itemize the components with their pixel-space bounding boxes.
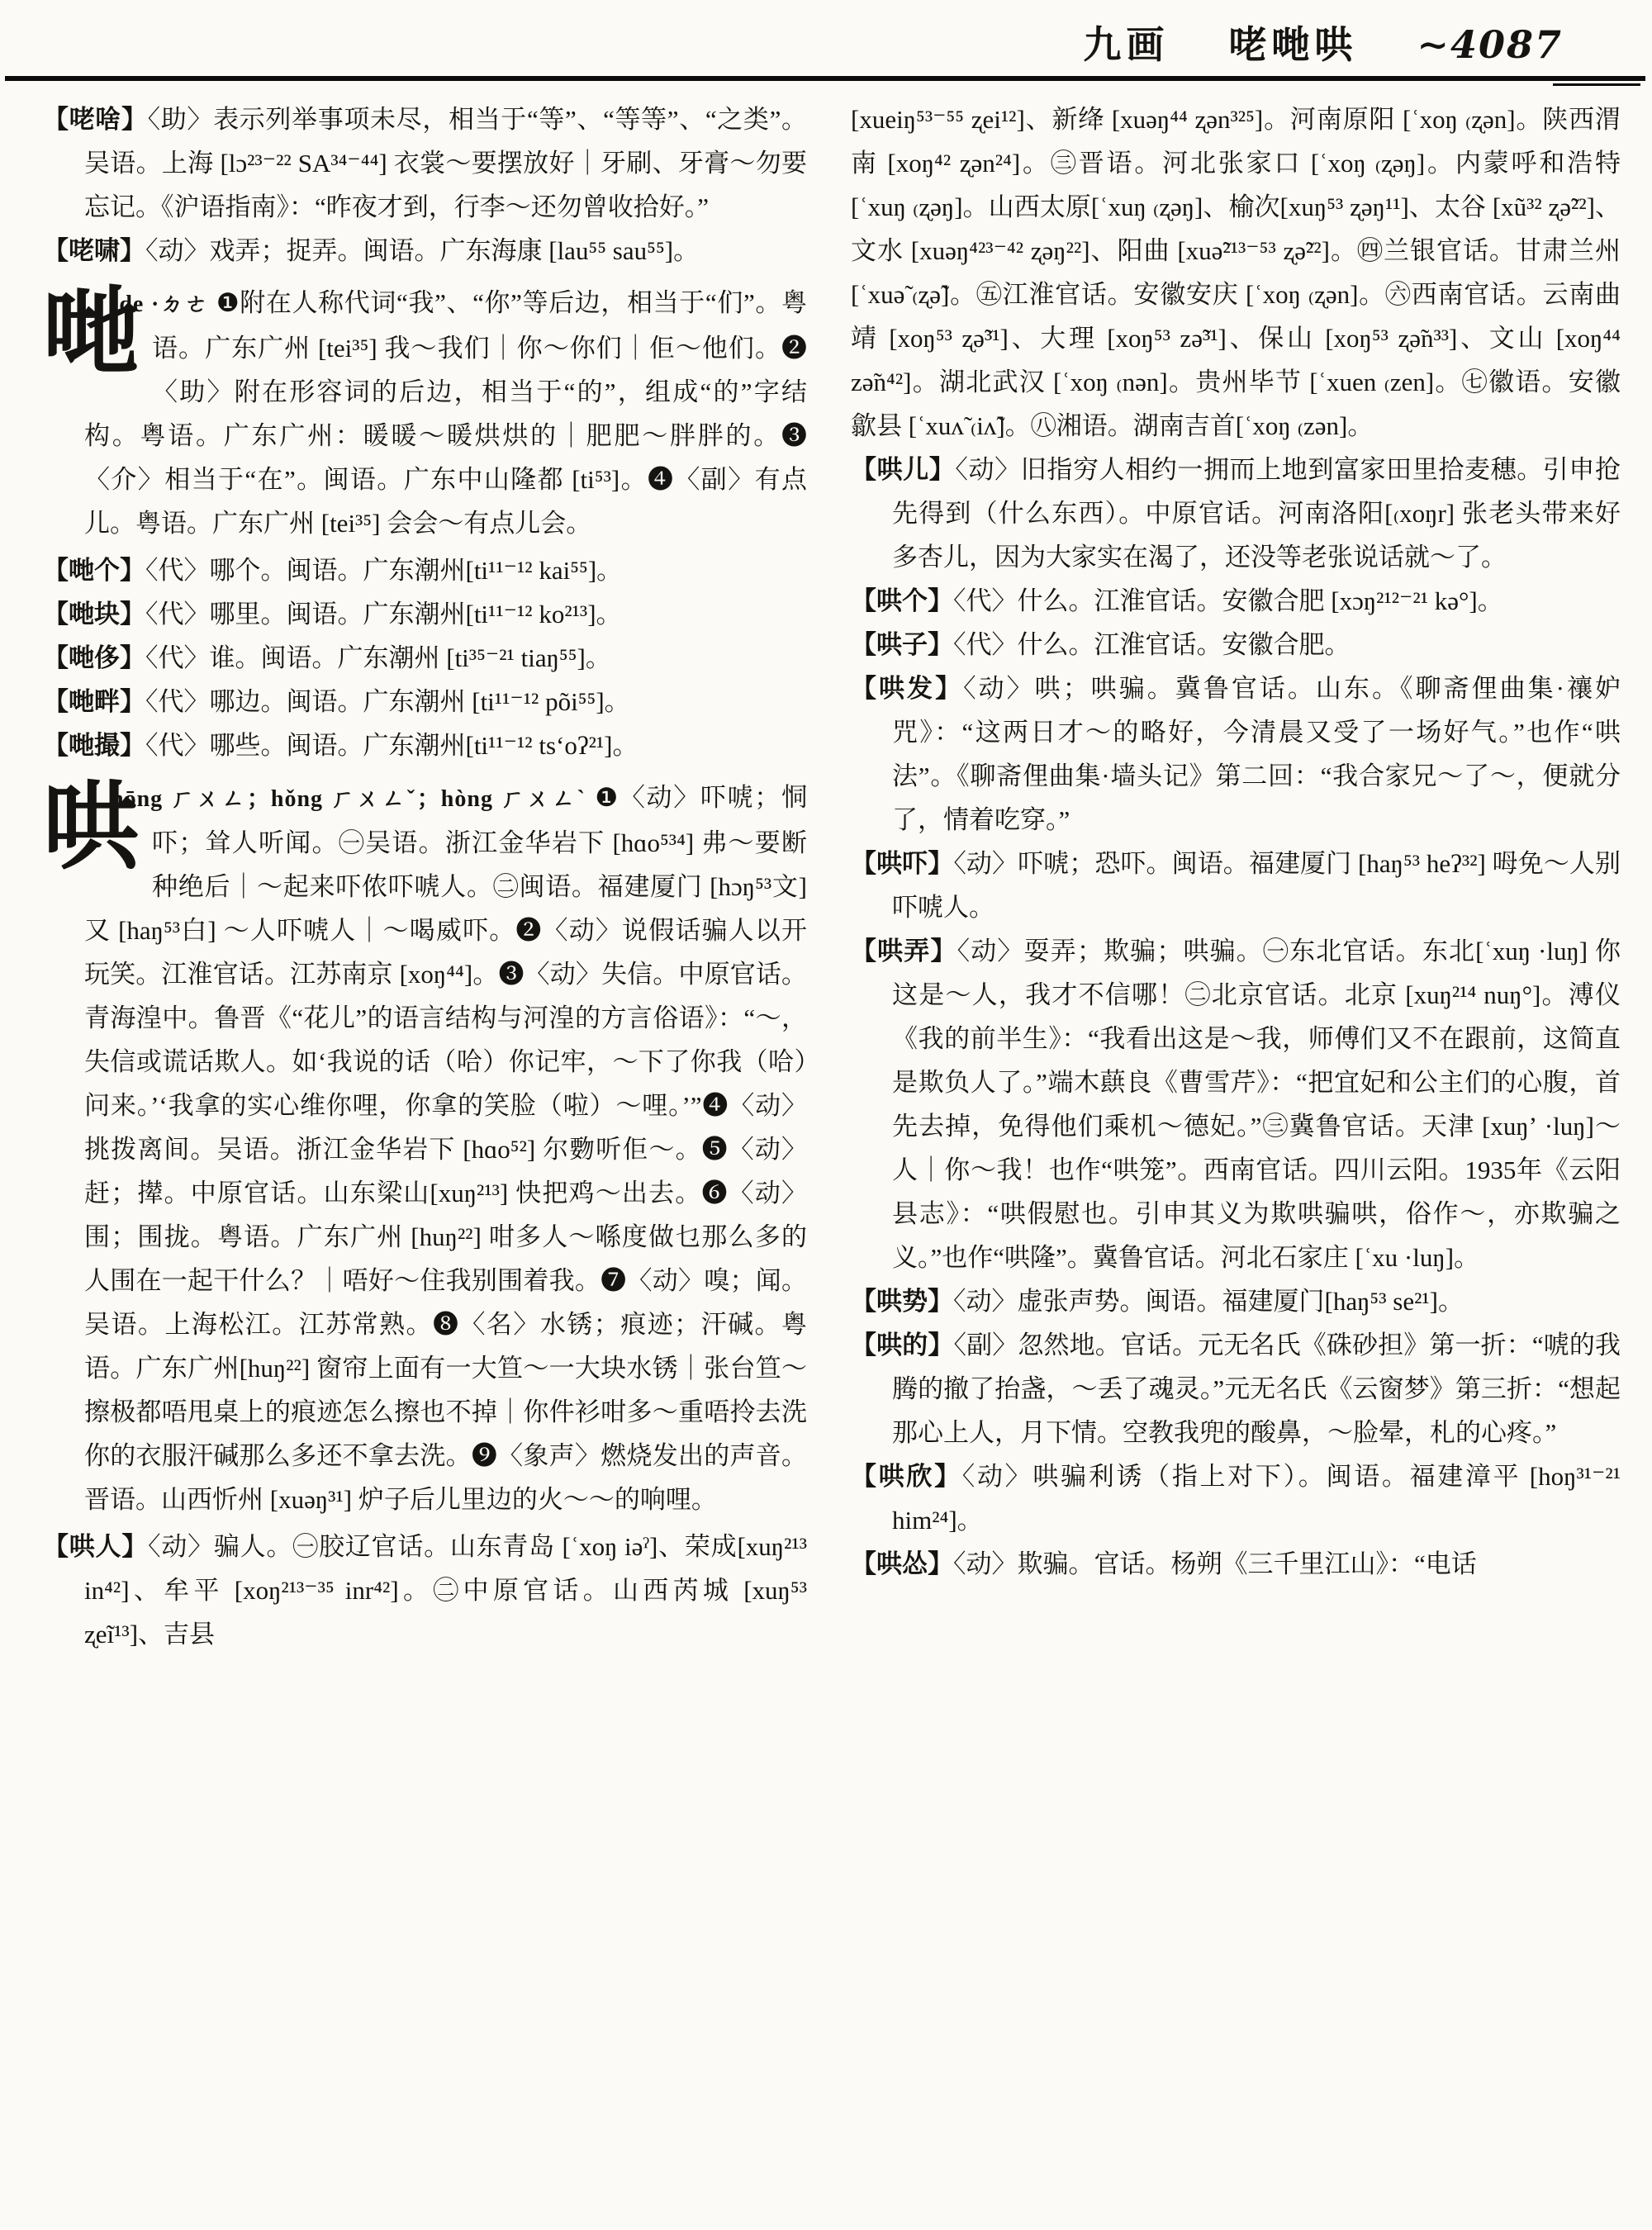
entry-headword: 【哋撮】 [43, 731, 145, 760]
entry-headword: 【哄弄】 [851, 937, 957, 966]
dict-entry-哋撮: 【哋撮】〈代〉哪些。闽语。广东潮州[ti¹¹⁻¹² tsʻoʔ²¹]。 [43, 731, 638, 760]
dict-entry-哋畔: 【哋畔】〈代〉哪边。闽语。广东潮州 [ti¹¹⁻¹² põi⁵⁵]。 [43, 687, 630, 716]
dict-entry-哄欣: 【哄欣】〈动〉哄骗利诱（指上对下）。闽语。福建漳平 [hoŋ³¹⁻²¹ him²⁴]。 [851, 1462, 1621, 1535]
entry-headword: 【哄欣】 [851, 1462, 962, 1491]
entry-headword: 【哄人】 [43, 1532, 149, 1561]
dict-entry-哄怂: 【哄怂】〈动〉欺骗。官话。杨朔《三千里江山》：“电话 [851, 1549, 1477, 1578]
entry-character: 哄 [43, 776, 139, 881]
dict-entry-咾啸: 【咾啸】〈动〉戏弄；捉弄。闽语。广东海康 [lau⁵⁵ sau⁵⁵]。 [43, 236, 700, 265]
entry-headword: 【咾啥】 [43, 105, 148, 134]
entry-headword: 【哋个】 [43, 556, 145, 585]
dict-entry-哋个: 【哋个】〈代〉哪个。闽语。广东潮州[ti¹¹⁻¹² kai⁵⁵]。 [43, 556, 623, 585]
left-column [43, 97, 807, 2225]
entry-headword: 【哄子】 [851, 630, 953, 659]
stroke-section-label: 九画 [1083, 24, 1170, 66]
header-divider-rule-end [1553, 83, 1640, 86]
dict-entry-哄势: 【哄势】〈动〉虚张声势。闽语。福建厦门[haŋ⁵³ se²¹]。 [851, 1287, 1464, 1316]
entry-headword: 【咾啸】 [43, 236, 145, 265]
headword-range-label: 咾哋哄 [1228, 24, 1358, 66]
entry-headword: 【哄势】 [851, 1287, 953, 1316]
entry-headword: 【哋畔】 [43, 687, 145, 716]
entry-body: hōng ㄏㄨㄥ；hǒng ㄏㄨㄥˇ；hòng ㄏㄨㄥˋ ❶〈动〉吓唬；恫吓；耸人听闻。㊀吴语。浙江金华岩下 [hɑo⁵³⁴] 弗～要断种绝后｜～起来吓侬吓唬人。㊁闽语。福建厦门 [hɔŋ⁵³文] 又 [haŋ⁵³白] ～人吓唬人｜～喝威吓。❷〈动〉说假话骗人以开玩笑。江淮官话。江苏南京 [xoŋ⁴⁴]。❸〈动〉失信。中原官话。青海湟中。鲁晋《“花儿”的语言结构与河湟的方言俗语》：“～，失信或谎话欺人。如‘我说的话（哈）你记牢，～下了你我（哈）问来。’‘我拿的实心维你哩，你拿的笑脸（啦）～哩。’”❹〈动〉挑拨离间。吴语。浙江金华岩下 [hɑo⁵²] 尔覅听佢～。❺〈动〉赶；撵。中原官话。山东梁山[xuŋ²¹³] 快把鸡～出去。❻〈动〉围；围拢。粤语。广东广州 [huŋ²²] 咁多人～喺度做乜那么多的人围在一起干什么？｜唔好～住我别围着我。❼〈动〉嗅；闻。吴语。上海松江。江苏常熟。❽〈名〉水锈；痕迹；汗碱。粤语。广东广州[huŋ²²] 窗帘上面有一大笪～一大块水锈｜张台笪～擦极都唔甩桌上的痕迹怎么擦也不掉｜你件衫咁多～重唔拎去洗你的衣服汗碱那么多还不拿去洗。❾〈象声〉燃烧发出的声音。晋语。山西忻州 [xuəŋ³¹] 炉子后儿里边的火～～的响哩。 [84, 783, 807, 1514]
dict-entry-哄 [43, 776, 807, 1521]
entry-pronunciation: hōng ㄏㄨㄥ；hǒng ㄏㄨㄥˇ；hòng ㄏㄨㄥˋ [111, 786, 596, 812]
dict-entry-哄儿: 【哄儿】〈动〉旧指穷人相约一拥而上地到富家田里拾麦穗。引申抢先得到（什么东西）。中原官话。河南洛阳[₍xoŋr] 张老头带来好多杏儿，因为大家实在渴了，还没等老张说话就～了。 [851, 455, 1621, 572]
dict-entry-哋 [43, 281, 807, 545]
entry-headword: 【哄吓】 [851, 849, 954, 878]
entry-body: ·de ·ㄉㄜ ❶附在人称代词“我”、“你”等后边，相当于“们”。粤语。广东广州 [tei³⁵] 我～我们｜你～你们｜佢～他们。❷〈助〉附在形容词的后边，相当于“的”，组成“的”字结构。粤语。广东广州：暖暖～暖烘烘的｜肥肥～胖胖的。❸〈介〉相当于“在”。闽语。广东中山隆都 [ti⁵³]。❹〈副〉有点儿。粤语。广东广州 [tei³⁵] 会会～有点儿会。 [84, 288, 807, 538]
dict-entry-咾啥: 【咾啥】〈助〉表示列举事项未尽，相当于“等”、“等等”、“之类”。吴语。上海 [lɔ²³⁻²² SA³⁴⁻⁴⁴] 衣裳～要摆放好｜牙刷、牙膏～勿要忘记。《沪语指南》：“昨夜才到，行李～还勿曾收拾好。” [43, 105, 807, 221]
entry-headword: 【哋块】 [43, 600, 145, 629]
dict-entry-哄发: 【哄发】〈动〉哄；哄骗。冀鲁官话。山东。《聊斋俚曲集·禳妒咒》：“这两日才～的略好，今清晨又受了一场好气。”也作“哄法”。《聊斋俚曲集·墙头记》第二回：“我合家兄～了～，便就分了，情着吃穿。” [851, 674, 1621, 834]
entry-character: 哋 [43, 281, 139, 387]
dict-entry-哄人: 【哄人】〈动〉骗人。㊀胶辽官话。山东青岛 [ʿxoŋ iəˀ]、荣成[xuŋ²¹³ in⁴²]、牟平 [xoŋ²¹³⁻³⁵ inr⁴²]。㊁中原官话。山西芮城 [xuŋ⁵³ ʐeĩ¹³]、吉县 [43, 1532, 807, 1649]
dict-entry-哄弄: 【哄弄】〈动〉耍弄；欺骗；哄骗。㊀东北官话。东北[ʿxuŋ ·luŋ] 你这是～人，我才不信哪！㊁北京官话。北京 [xuŋ²¹⁴ nuŋ°]。溥仪《我的前半生》：“我看出这是～我，师傅们又不在跟前，这简直是欺负人了。”端木蕻良《曹雪芹》：“把宜妃和公主们的心腹，首先去掉，免得他们乘机～德妃。”㊂冀鲁官话。天津 [xuŋʼ ·luŋ]～人｜你～我！也作“哄笼”。西南官话。四川云阳。1935年《云阳县志》：“哄假慰也。引申其义为欺哄骗哄，俗作～，亦欺骗之义。”也作“哄隆”。冀鲁官话。河北石家庄 [ʿxu ·luŋ]。 [851, 937, 1621, 1272]
dict-entry-哋侈: 【哋侈】〈代〉谁。闽语。广东潮州 [ti³⁵⁻²¹ tiaŋ⁵⁵]。 [43, 643, 611, 672]
page-header [826, 15, 1611, 69]
entry-headword: 【哄儿】 [851, 455, 956, 484]
dict-entry-哄的: 【哄的】〈副〉忽然地。官话。元无名氏《硃砂担》第一折：“唬的我腾的撤了抬盏，～丢了魂灵。”元无名氏《云窗梦》第三折：“想起那心上人，月下情。空教我兜的酸鼻，～脸晕，札的心疼。” [851, 1331, 1621, 1447]
entry-headword: 【哄个】 [851, 586, 953, 615]
entry-continuation: [xueiŋ⁵³⁻⁵⁵ ʐei¹²]、新绛 [xuəŋ⁴⁴ ʐən³²⁵]。河南原阳 [ʿxoŋ ₍ʐən]。陕西渭南 [xoŋ⁴² ʐən²⁴]。㊂晋语。河北张家口 [ʿxoŋ ₍ʐəŋ]。内蒙呼和浩特 [ʿxuŋ ₍ʐəŋ]。山西太原[ʿxuŋ ₍ʐəŋ]、榆次[xuŋ⁵³ ʐəŋ¹¹]、太谷 [xũ³² ʐə̃²²]、文水 [xuəŋ⁴²³⁻⁴² ʐəŋ²²]、阳曲 [xuə̃²¹³⁻⁵³ ʐə̃²²]。㊃兰银官话。甘肃兰州 [ʿxuə̃ ₍ʐə̃]。㊄江淮官话。安徽安庆 [ʿxoŋ ₍ʐən]。㊅西南官话。云南曲靖 [xoŋ⁵³ ʐə̃³¹]、大理 [xoŋ⁵³ zə̃³¹]、保山 [xoŋ⁵³ ʐə̃n³³]、文山 [xoŋ⁴⁴ zə̃n⁴²]。湖北武汉 [ʿxoŋ ₍nən]。贵州毕节 [ʿxuen ₍zen]。㊆徽语。安徽歙县 [ʿxuʌ̃ ₍iʌ̃]。㊇湘语。湖南吉首[ʿxoŋ ₍zən]。 [851, 105, 1621, 440]
right-column [851, 97, 1621, 2225]
dict-entry-哋块: 【哋块】〈代〉哪里。闽语。广东潮州[ti¹¹⁻¹² ko²¹³]。 [43, 600, 622, 629]
entry-headword: 【哄发】 [851, 674, 964, 703]
entry-headword: 【哄怂】 [851, 1549, 953, 1578]
page-number: ∼4087 [1417, 22, 1563, 67]
entry-pronunciation: ·de ·ㄉㄜ [111, 292, 216, 317]
header-divider-rule [5, 76, 1645, 81]
entry-headword: 【哋侈】 [43, 643, 145, 672]
dict-entry-哄子: 【哄子】〈代〉什么。江淮官话。安徽合肥。 [851, 630, 1351, 659]
dict-entry-哄个: 【哄个】〈代〉什么。江淮官话。安徽合肥 [xɔŋ²¹²⁻²¹ kə°]。 [851, 586, 1503, 615]
entry-headword: 【哄的】 [851, 1331, 954, 1359]
dict-entry-哄吓: 【哄吓】〈动〉吓唬；恐吓。闽语。福建厦门 [haŋ⁵³ heʔ³²] 呣免～人别吓唬人。 [851, 849, 1621, 922]
